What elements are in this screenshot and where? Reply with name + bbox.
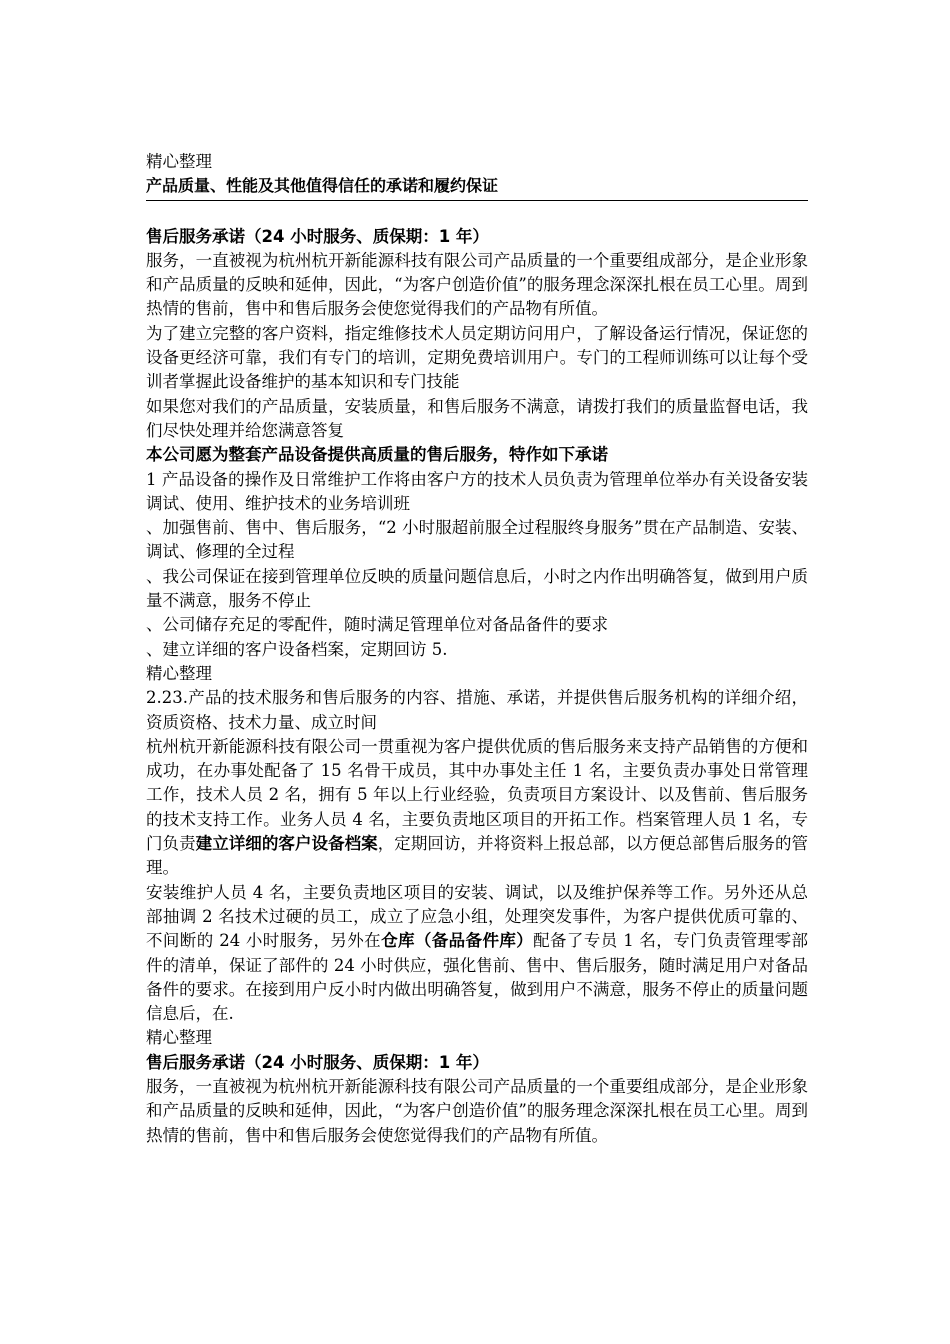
page-header: 精心整理 [146,1028,212,1048]
page-header: 精心整理 [146,663,212,683]
page-header: 精心整理 [146,152,212,171]
bold-text-run: 建立详细的客户设备档案 [195,834,378,854]
paragraph [146,735,808,881]
commitment-item: 、加强售前、售中、售后服务，“2 小时服超前服全过程服终身服务”贯在产品制造、安装、调试、修理的全过程 [146,518,808,562]
commitment-item: 、公司储存充足的零配件，随时满足管理单位对备品备件的要求 [146,615,608,635]
paragraph: 服务，一直被视为杭州杭开新能源科技有限公司产品质量的一个重要组成部分，是企业形象和产品质量的反映和延伸，因此，“为客户创造价值”的服务理念深深扎根在员工心里。周到热情的售前，售中和售后服务会使您觉得我们的产品物有所值。 [146,250,808,319]
paragraph: 为了建立完整的客户资料，指定维修技术人员定期访问用户，了解设备运行情况，保证您的设备更经济可靠，我们有专门的培训，定期免费培训用户。专门的工程师训练可以让每个受训者掌握此设备维护的基本知识和专门技能 [146,323,808,392]
commitment-item: 、我公司保证在接到管理单位反映的质量问题信息后，小时之内作出明确答复，做到用户质量不满意，服务不停止 [146,566,808,611]
paragraph [146,881,808,1027]
paragraph: 服务，一直被视为杭州杭开新能源科技有限公司产品质量的一个重要组成部分，是企业形象和产品质量的反映和延伸，因此，“为客户创造价值”的服务理念深深扎根在员工心里。周到热情的售前，售中和售后服务会使您觉得我们的产品物有所值。 [146,1076,808,1145]
document-title: 产品质量、性能及其他值得信任的承诺和履约保证 [146,174,808,200]
commitment-heading: 本公司愿为整套产品设备提供高质量的售后服务，特作如下承诺 [146,445,608,465]
section-heading: 售后服务承诺（24 小时服务、质保期：1 年） [146,226,489,246]
paragraph: 如果您对我们的产品质量，安装质量，和售后服务不满意，请拨打我们的质量监督电话，我们尽快处理并给您满意答复 [146,396,808,440]
section-heading: 2.23.产品的技术服务和售后服务的内容、措施、承诺，并提供售后服务机构的详细介绍，资质资格、技术力量、成立时间 [146,688,808,732]
spacer [146,201,808,225]
text-run: ，定期回访，并将资料上报总部，以方便总部售后服务的管理。 [146,834,809,878]
text-run: 安装维护人员 4 名，主要负责地区项目的安装、调试，以及维护保养等工作。另外还从总部抽调 2 名技术过硬的员工，成立了应急小组，处理突发事件，为客户提供优质可靠的、不间断的 24 小时服务，另外在 [146,882,808,951]
section-heading: 售后服务承诺（24 小时服务、质保期：1 年） [146,1052,489,1072]
text-run: 配备了专员 1 名，专门负责管理零部件的清单，保证了部件的 24 小时供应，强化售前、售中、售后服务，随时满足用户对备品备件的要求。在接到用户反小时内做出明确答复，做到用户不满意，服务不停止的质量问题信息后，在. [146,931,808,1024]
commitment-item: 、建立详细的客户设备档案，定期回访 5. [146,639,448,659]
commitment-item: 1 产品设备的操作及日常维护工作将由客户方的技术人员负责为管理单位举办有关设备安装调试、使用、维护技术的业务培训班 [146,469,808,513]
document-page [146,150,808,1148]
bold-text-run: 仓库（备品备件库） [381,931,534,951]
text-run: 杭州杭开新能源科技有限公司一贯重视为客户提供优质的售后服务来支持产品销售的方便和成功，在办事处配备了 15 名骨干成员，其中办事处主任 1 名，主要负责办事处日常管理工作，技术人员 2 名，拥有 5 年以上行业经验，负责项目方案设计、以及售前、售后服务的技术支持工作。业务人员 4 名，主要负责地区项目的开拓工作。档案管理人员 1 名，专门负责 [146,736,808,854]
